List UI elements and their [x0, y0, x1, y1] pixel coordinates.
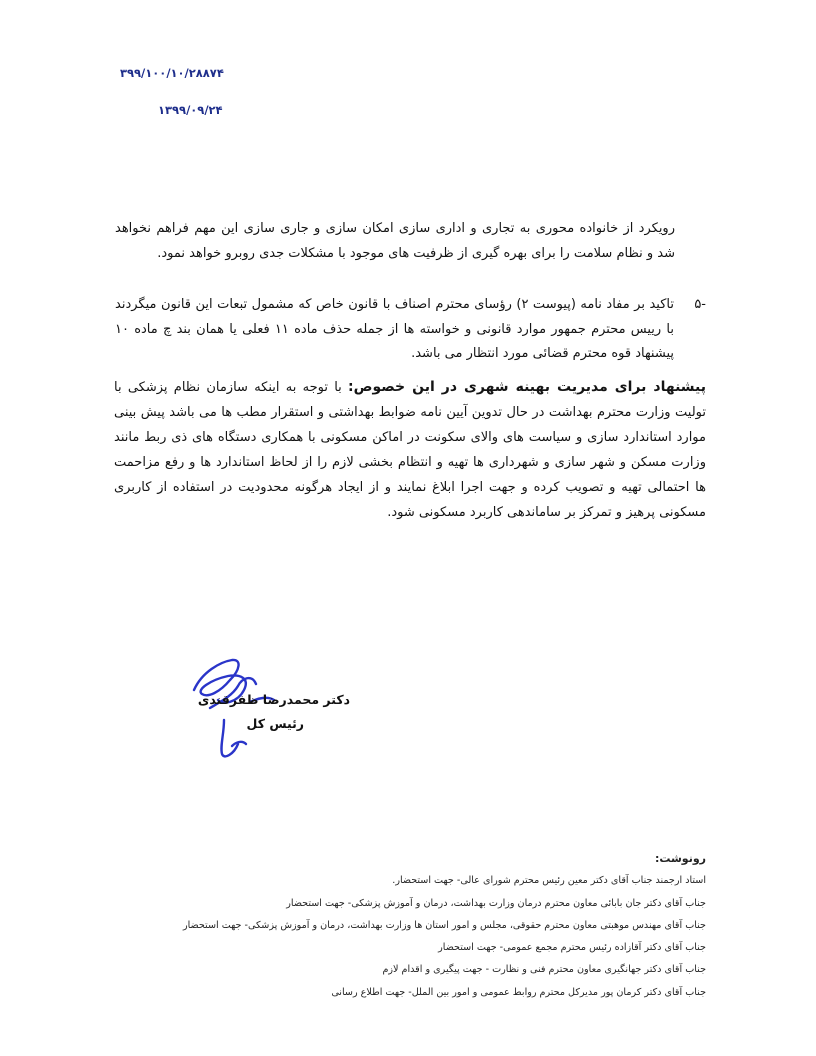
signature-block	[180, 650, 350, 770]
cc-list	[106, 848, 706, 1004]
suggestion-paragraph	[114, 375, 706, 525]
letter-reference-number: ۳۹۹/۱۰۰/۱۰/۲۸۸۷۴	[120, 66, 224, 80]
list-item-text: تاکید بر مفاد نامه (پیوست ۲) رؤسای محترم اصناف با قانون خاص که مشمول تبعات این قانون میگردند با رییس محترم جمهور موارد قانونی و خواسته ها از جمله حذف ماده ۱۱ فعلی یا همان بند چ ماده ۱۰ پیشنهاد قوه محترم قضائی مورد انتظار می باشد.	[115, 297, 674, 361]
cc-line: جناب آقای دکتر آقازاده رئیس محترم مجمع عمومی- جهت استحضار	[438, 942, 706, 954]
cc-line: جناب آقای دکتر کرمان پور مدیرکل محترم روابط عمومی و امور بین الملل- جهت اطلاع رسانی	[331, 986, 706, 998]
list-item-number: -۵	[694, 297, 706, 312]
signer-name: دکتر محمدرضا ظفرقندی	[197, 692, 350, 707]
suggestion-text: با توجه به اینکه سازمان نظام پزشکی با تولیت وزارت محترم بهداشت در حال تدوین آیین نامه ضوابط بهداشتی و استقرار مطب ها می باشد پیش بینی موارد استاندارد سازی و سیاست های والای سکونت در اماکن مسکونی با همکاری دستگاه های ذی ربط مانند وزارت مسکن و شهر سازی و شهرداری ها تهیه و انتظام بخشی لازم را از لحاظ استاندارد ها و رفع مزاحمت ها احتمالی تهیه و تصویب کرده و جهت اجرا ابلاغ نمایند و از ایجاد هرگونه محدودیت در استفاده از کاربری مسکونی پرهیز و تمرکز بر ساماندهی کاربرد مسکونی شود.	[114, 380, 706, 520]
suggestion-heading: پیشنهاد برای مدیریت بهینه شهری در این خصوص:	[348, 379, 706, 395]
handwritten-signature-icon	[180, 650, 350, 770]
list-item-5	[115, 293, 706, 367]
cc-title: رونوشت:	[654, 852, 706, 865]
cc-line: استاد ارجمند جناب آقای دکتر معین رئیس محترم شورای عالی- جهت استحضار.	[392, 875, 706, 887]
cc-line: جناب آقای مهندس موهبتی معاون محترم حقوقی، مجلس و امور استان ها وزارت بهداشت، درمان و آموزش پزشکی- جهت استحضار	[182, 919, 706, 931]
cc-line: جناب آقای دکتر جهانگیری معاون محترم فنی و نظارت - جهت پیگیری و اقدام لازم	[382, 964, 706, 976]
signer-title: رئیس کل	[246, 716, 304, 731]
cc-line: جناب آقای دکتر جان بابائی معاون محترم درمان وزارت بهداشت، درمان و آموزش پزشکی- جهت استحضار	[286, 897, 706, 909]
letter-date: ۱۳۹۹/۰۹/۲۴	[158, 103, 223, 117]
body-paragraph-continuation: رویکرد از خانواده محوری به تجاری و اداری سازی امکان سازی و جاری سازی این مهم فراهم نخواهد شد و نظام سلامت را برای بهره گیری از ظرفیت های موجود با مشکلات جدی روبرو خواهد نمود.	[115, 221, 675, 261]
